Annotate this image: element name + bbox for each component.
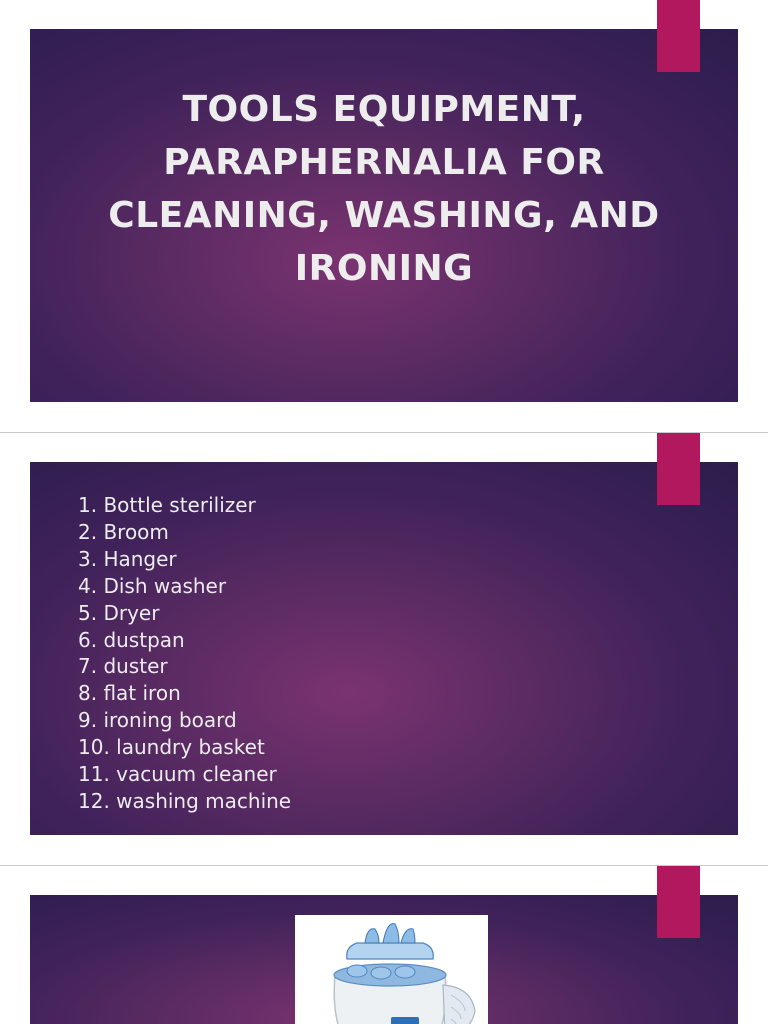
page-separator <box>0 432 768 433</box>
accent-tab <box>657 866 700 938</box>
list-item: 10. laundry basket <box>78 735 265 760</box>
accent-tab <box>657 433 700 505</box>
product-photo <box>295 915 488 1024</box>
title-slide <box>30 29 738 402</box>
list-item: 1. Bottle sterilizer <box>78 493 256 517</box>
list-item: 9. ironing board <box>78 708 237 733</box>
list-slide <box>30 462 738 835</box>
list-item: 4. Dish washer <box>78 573 227 598</box>
accent-tab <box>657 0 700 72</box>
list-item: 7. duster <box>78 654 168 679</box>
list-item: 3. Hanger <box>78 546 177 571</box>
page-separator <box>0 865 768 866</box>
list-item: 12. washing machine <box>78 788 292 813</box>
slide-title: TOOLS EQUIPMENT, PARAPHERNALIA FOR CLEANING, WASHING, AND IRONING <box>108 89 660 289</box>
list-item: 11. vacuum cleaner <box>78 762 277 787</box>
bottle-sterilizer-icon <box>295 915 488 1024</box>
list-item: 8. flat iron <box>78 681 181 706</box>
list-item: 6. dustpan <box>78 627 185 652</box>
list-item: 2. Broom <box>78 519 169 544</box>
list-item: 5. Dryer <box>78 600 160 625</box>
image-slide <box>30 895 738 1024</box>
tools-list <box>78 492 291 815</box>
